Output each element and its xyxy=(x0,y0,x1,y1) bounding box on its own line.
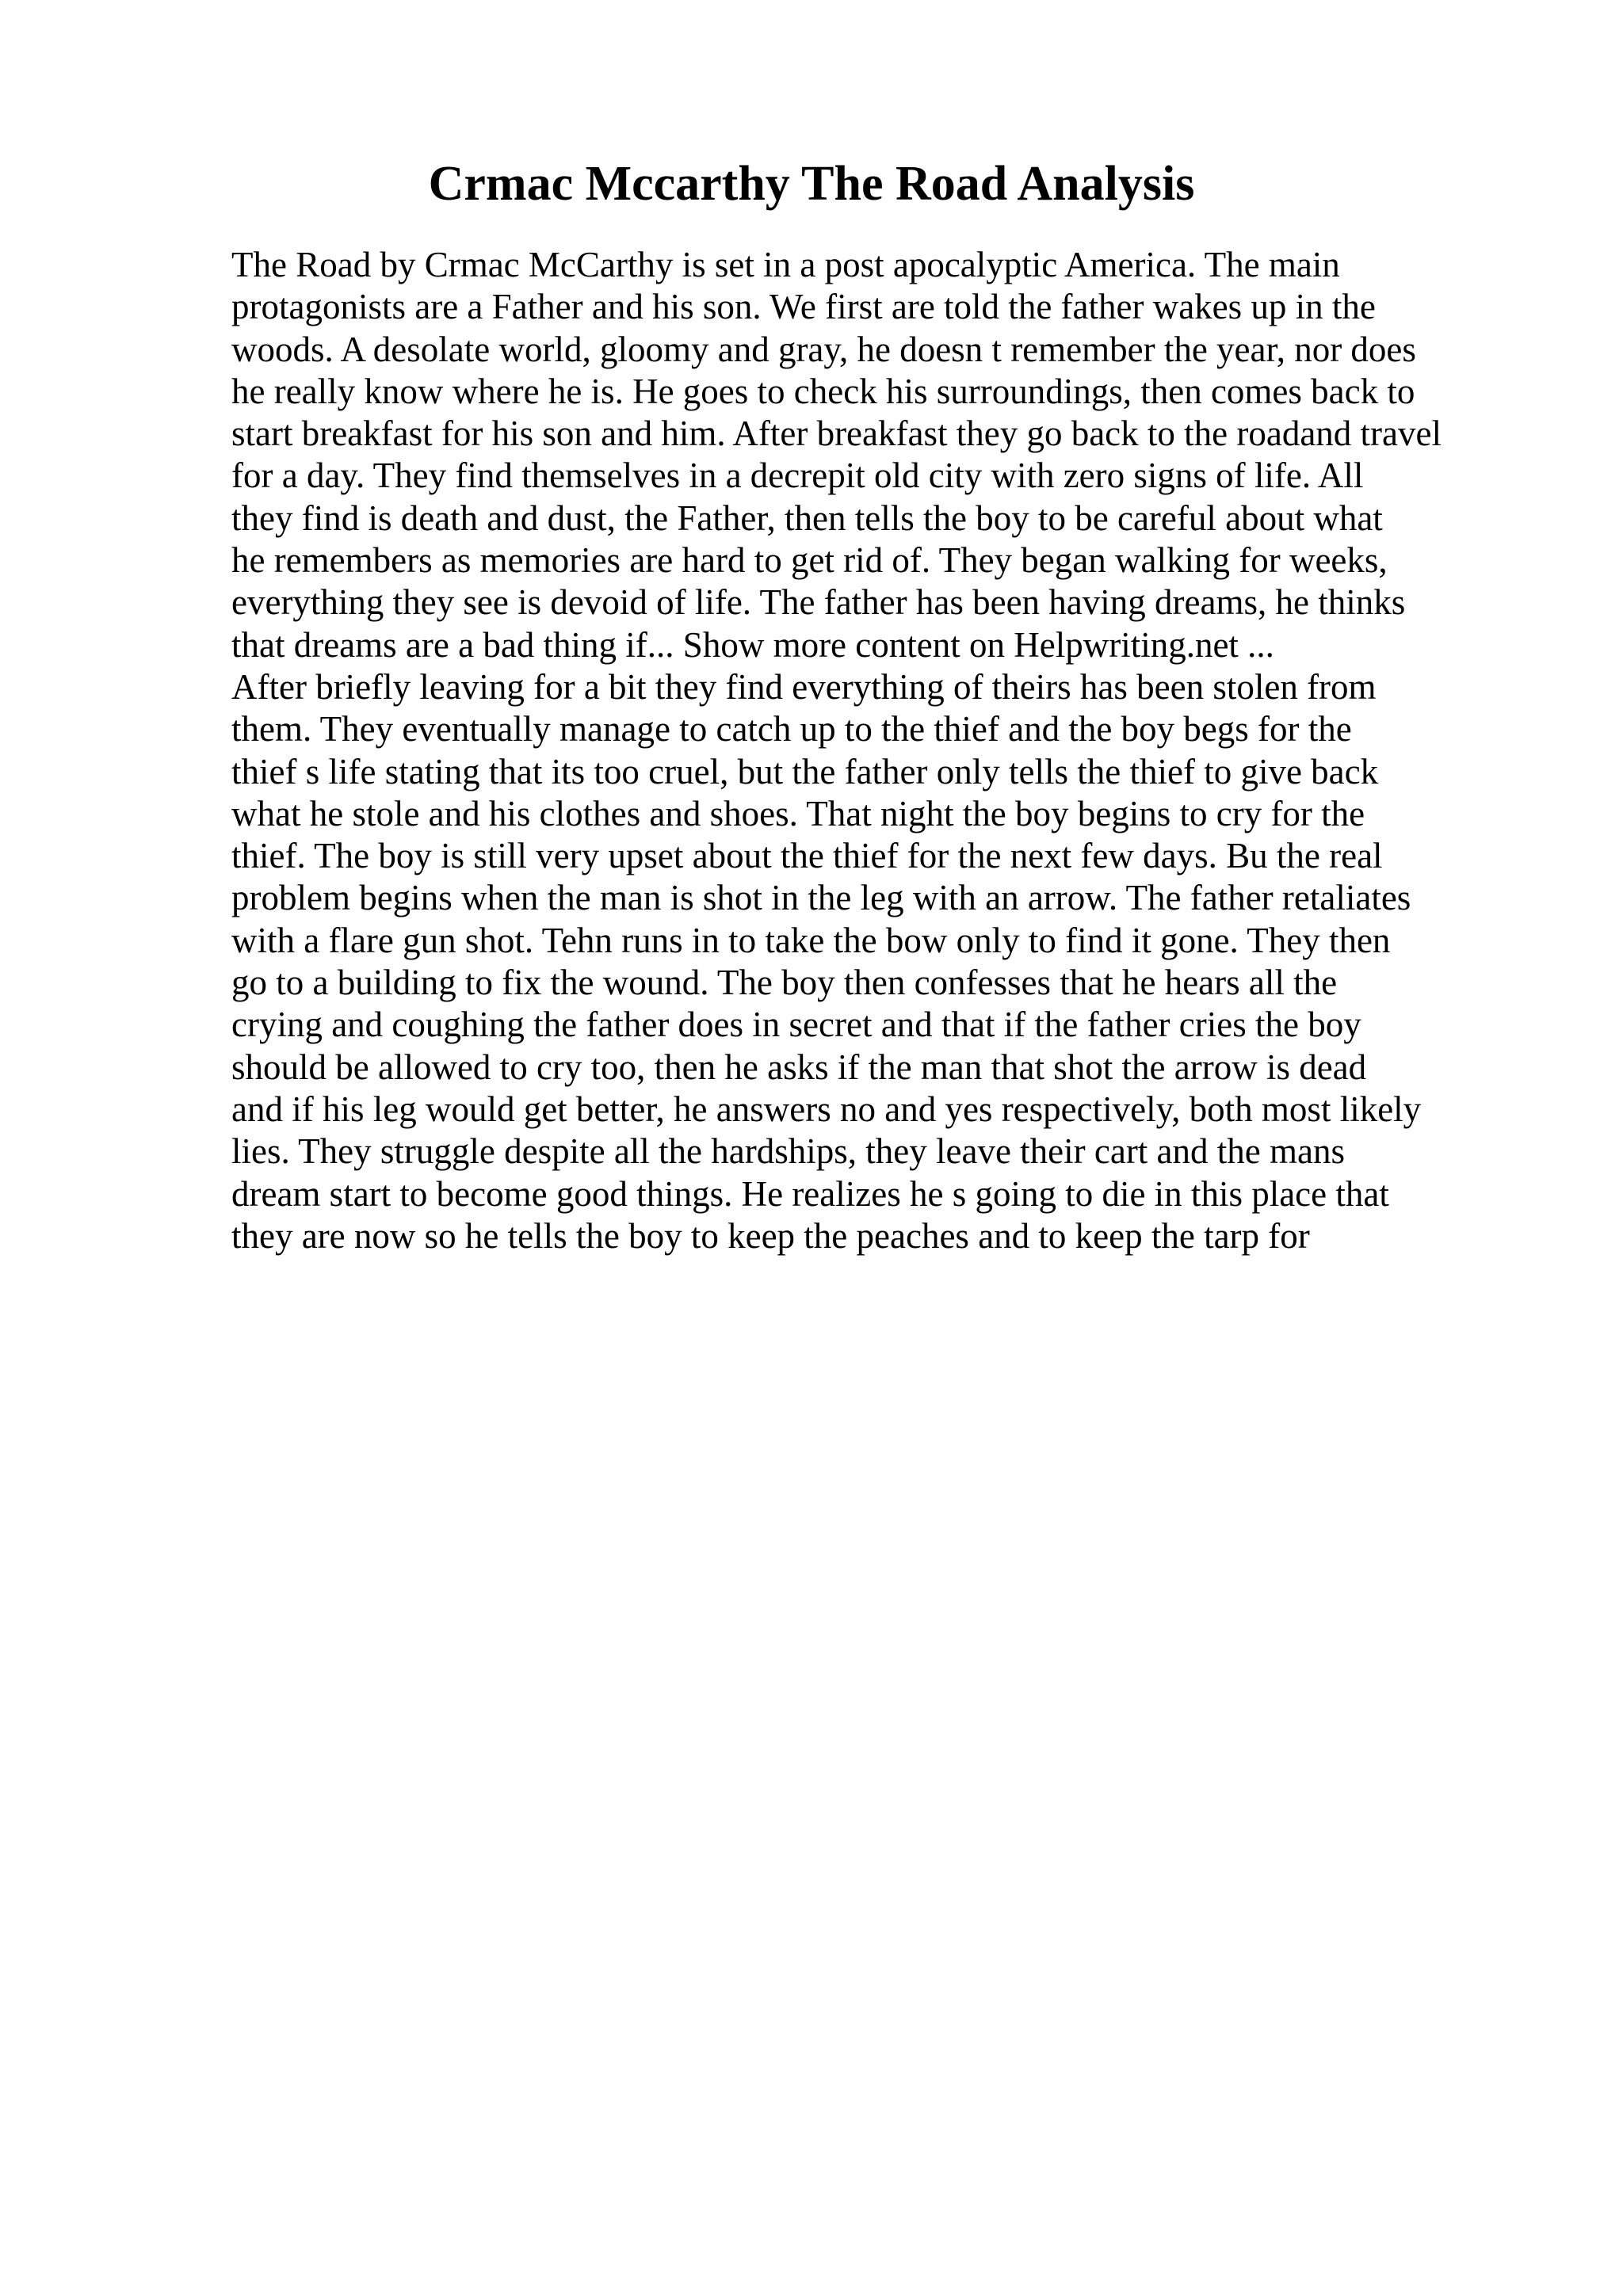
body-line: and if his leg would get better, he answers no and yes respectively, both most likely xyxy=(231,1089,1422,1129)
body-line: that dreams are a bad thing if... Show more content on Helpwriting.net ... xyxy=(231,624,1274,665)
body-line: should be allowed to cry too, then he asks if the man that shot the arrow is dead xyxy=(231,1047,1367,1087)
body-line: After briefly leaving for a bit they find everything of theirs has been stolen from xyxy=(231,666,1377,707)
body-line: for a day. They find themselves in a decrepit old city with zero signs of life. All xyxy=(231,456,1364,496)
body-line: they find is death and dust, the Father, then tells the boy to be careful about what xyxy=(231,498,1383,538)
body-line: what he stole and his clothes and shoes. That night the boy begins to cry for the xyxy=(231,793,1365,833)
body-line: The Road by Crmac McCarthy is set in a post apocalyptic America. The main xyxy=(231,245,1340,284)
body-line: with a flare gun shot. Tehn runs in to take the bow only to find it gone. They then xyxy=(231,920,1391,960)
body-line: he really know where he is. He goes to check his surroundings, then comes back to xyxy=(231,371,1415,411)
body-line: dream start to become good things. He realizes he s going to die in this place that xyxy=(231,1173,1389,1214)
body-line: them. They eventually manage to catch up to the thief and the boy begs for the xyxy=(231,709,1352,749)
body-line: thief. The boy is still very upset about the thief for the next few days. Bu the real xyxy=(231,836,1383,876)
body-line: go to a building to fix the wound. The boy then confesses that he hears all the xyxy=(231,963,1338,1003)
document-body xyxy=(231,244,1579,1257)
body-line: thief s life stating that its too cruel, but the father only tells the thief to give back xyxy=(231,751,1379,791)
document-title: Crmac Mccarthy The Road Analysis xyxy=(428,157,1195,211)
body-line: woods. A desolate world, gloomy and gray, he doesn t remember the year, nor does xyxy=(231,329,1416,369)
body-line: he remembers as memories are hard to get rid of. They began walking for weeks, xyxy=(231,540,1388,581)
body-line: everything they see is devoid of life. The father has been having dreams, he thinks xyxy=(231,582,1406,623)
body-line: lies. They struggle despite all the hardships, they leave their cart and the mans xyxy=(231,1131,1345,1172)
body-line: crying and coughing the father does in secret and that if the father cries the boy xyxy=(231,1005,1361,1045)
body-line: start breakfast for his son and him. After breakfast they go back to the roadand travel xyxy=(231,414,1442,454)
body-line: problem begins when the man is shot in the leg with an arrow. The father retaliates xyxy=(231,878,1411,918)
body-line: protagonists are a Father and his son. We first are told the father wakes up in the xyxy=(231,287,1376,327)
body-line: they are now so he tells the boy to keep the peaches and to keep the tarp for xyxy=(231,1215,1310,1256)
